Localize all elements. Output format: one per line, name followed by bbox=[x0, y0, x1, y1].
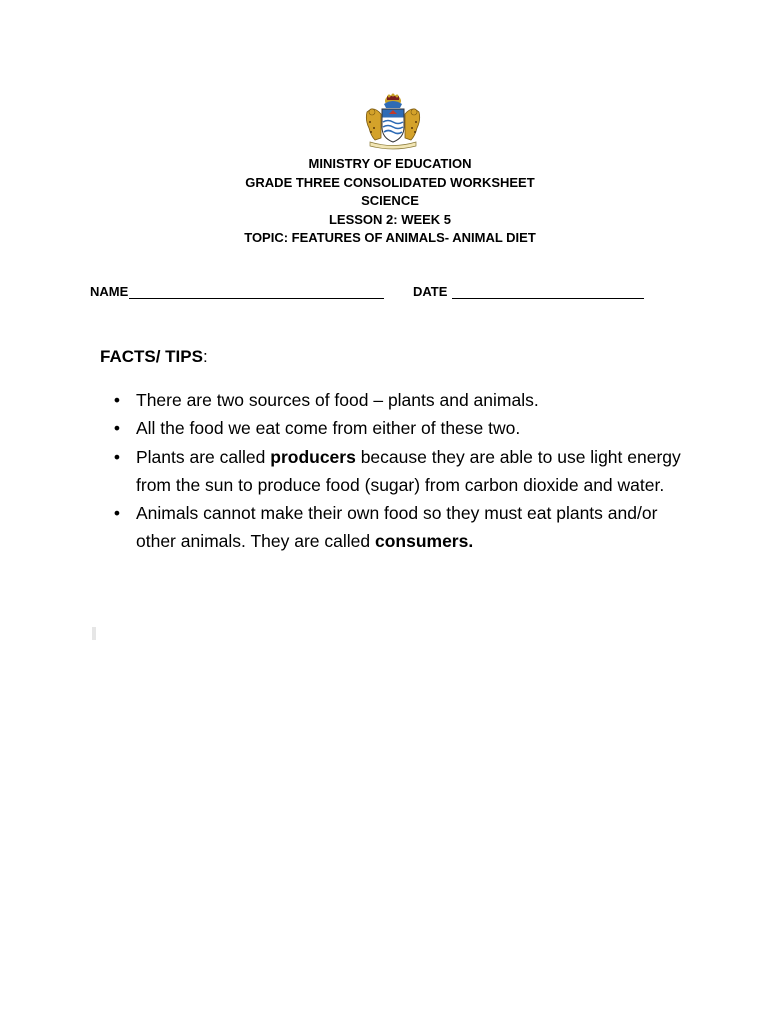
list-item bbox=[110, 414, 690, 442]
name-blank-line[interactable] bbox=[129, 284, 384, 299]
date-blank-line[interactable] bbox=[452, 284, 644, 299]
consumers-term: consumers. bbox=[374, 531, 474, 552]
fact-text: All the food we eat come from either of these two. bbox=[136, 418, 521, 439]
facts-list bbox=[110, 386, 690, 556]
date-field bbox=[413, 284, 644, 299]
fact-text-before: Plants are called bbox=[136, 446, 271, 467]
worksheet-header bbox=[0, 155, 768, 248]
list-item bbox=[110, 386, 690, 414]
bullet-icon: • bbox=[113, 418, 121, 439]
name-field bbox=[90, 284, 384, 299]
fact-text: There are two sources of food – plants and animals. bbox=[136, 390, 539, 410]
worksheet-title: GRADE THREE CONSOLIDATED WORKSHEET bbox=[245, 174, 535, 190]
bullet-icon: • bbox=[113, 503, 121, 524]
topic-title: TOPIC: FEATURES OF ANIMALS- ANIMAL DIET bbox=[244, 230, 536, 245]
coat-of-arms-icon bbox=[362, 92, 424, 150]
facts-heading-colon: : bbox=[202, 347, 208, 366]
facts-heading-text: FACTS/ TIPS bbox=[100, 347, 203, 366]
list-item bbox=[110, 499, 690, 556]
fact-text-after: because they are able to use light energy from the sun to produce food (sugar) from carbon dioxide and water. bbox=[136, 446, 681, 495]
name-label: NAME bbox=[90, 284, 129, 299]
cursor-mark bbox=[92, 627, 96, 640]
subject-title: SCIENCE bbox=[361, 193, 419, 208]
lesson-title: LESSON 2: WEEK 5 bbox=[328, 211, 452, 227]
bullet-icon: • bbox=[113, 446, 121, 467]
producers-term: producers bbox=[270, 446, 356, 467]
list-item bbox=[110, 443, 690, 500]
fact-text-before: Animals cannot make their own food so they must eat plants and/or other animals. They are called bbox=[136, 503, 658, 552]
ministry-title: MINISTRY OF EDUCATION bbox=[308, 156, 472, 171]
facts-heading bbox=[100, 347, 208, 367]
bullet-icon: • bbox=[113, 390, 121, 410]
date-label: DATE bbox=[413, 284, 448, 299]
name-date-row bbox=[0, 284, 768, 304]
